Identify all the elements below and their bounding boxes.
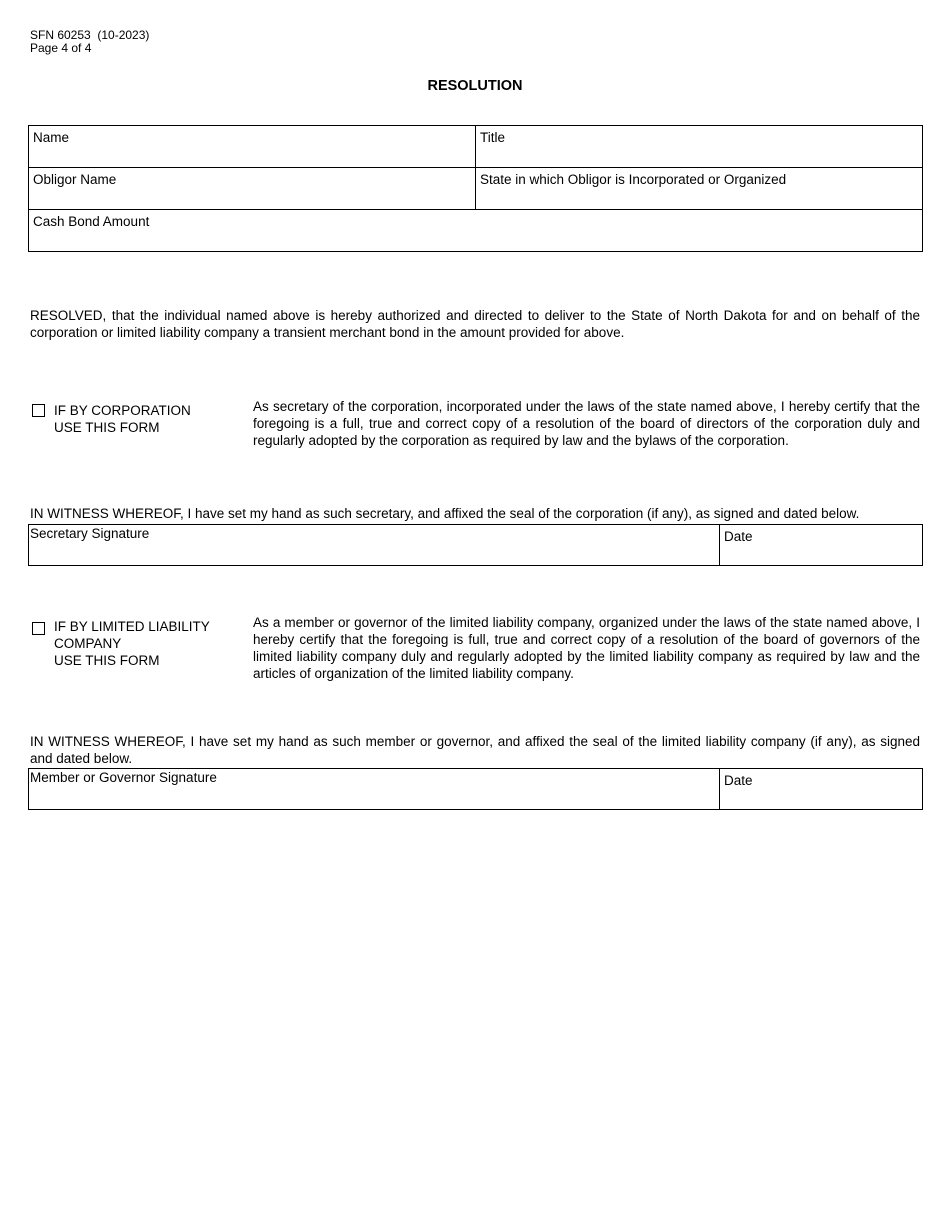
resolved-paragraph: RESOLVED, that the individual named above is hereby authorized and directed to deliver to the State of North Dakota for and on behalf of the corporation or limited liability company a transient merchant bond in the amount provided for above. — [30, 308, 920, 340]
corporation-certify-paragraph: As secretary of the corporation, incorporated under the laws of the state named above, I hereby certify that the foregoing is a full, true and correct copy of a resolution of the board of directors of the corporation duly and regularly adopted by the corporation as required by law and the bylaws of the corporation. — [253, 399, 920, 448]
name-label: Name — [33, 130, 70, 145]
secretary-date-field[interactable] — [719, 524, 923, 566]
llc-checkbox-label-line3: USE THIS FORM — [54, 653, 160, 668]
secretary-date-label: Date — [724, 529, 753, 544]
obligor-name-label: Obligor Name — [33, 172, 117, 187]
corporation-checkbox[interactable] — [32, 404, 45, 417]
obligor-name-field[interactable] — [28, 167, 476, 210]
member-governor-date-label: Date — [724, 773, 753, 788]
member-governor-date-field[interactable] — [719, 768, 923, 810]
llc-certify-paragraph: As a member or governor of the limited liability company, organized under the laws of the state named above, I hereby certify that the foregoing is full, true and correct copy of a resolution of the board of governors of the limited liability company duly and regularly adopted by the limited liability company as required by law and the articles of organization of the limited liability company. — [253, 615, 920, 681]
corporation-checkbox-label-line1: IF BY CORPORATION — [54, 403, 191, 418]
page-number: Page 4 of 4 — [30, 41, 92, 55]
name-field[interactable] — [28, 125, 476, 168]
cash-bond-amount-label: Cash Bond Amount — [33, 214, 150, 229]
member-governor-signature-field[interactable] — [28, 768, 720, 810]
title-label: Title — [480, 130, 506, 145]
llc-witness-paragraph: IN WITNESS WHEREOF, I have set my hand as such member or governor, and affixed the seal of the limited liability company (if any), as signed and dated below. — [30, 734, 920, 766]
corporation-witness-paragraph: IN WITNESS WHEREOF, I have set my hand as such secretary, and affixed the seal of the corporation (if any), as signed and dated below. — [30, 506, 860, 521]
secretary-signature-label: Secretary Signature — [30, 526, 150, 541]
secretary-signature-field[interactable] — [28, 524, 720, 566]
state-field[interactable] — [475, 167, 923, 210]
member-governor-signature-label: Member or Governor Signature — [30, 770, 217, 785]
llc-checkbox-label-line1: IF BY LIMITED LIABILITY — [54, 619, 210, 634]
title-field[interactable] — [475, 125, 923, 168]
llc-checkbox-label-line2: COMPANY — [54, 636, 122, 651]
form-number: SFN 60253 (10-2023) — [30, 28, 150, 42]
cash-bond-amount-field[interactable] — [28, 209, 923, 252]
llc-checkbox[interactable] — [32, 622, 45, 635]
page-title: RESOLUTION — [427, 78, 523, 94]
corporation-checkbox-label-line2: USE THIS FORM — [54, 420, 160, 435]
state-label: State in which Obligor is Incorporated or Organized — [480, 172, 787, 187]
